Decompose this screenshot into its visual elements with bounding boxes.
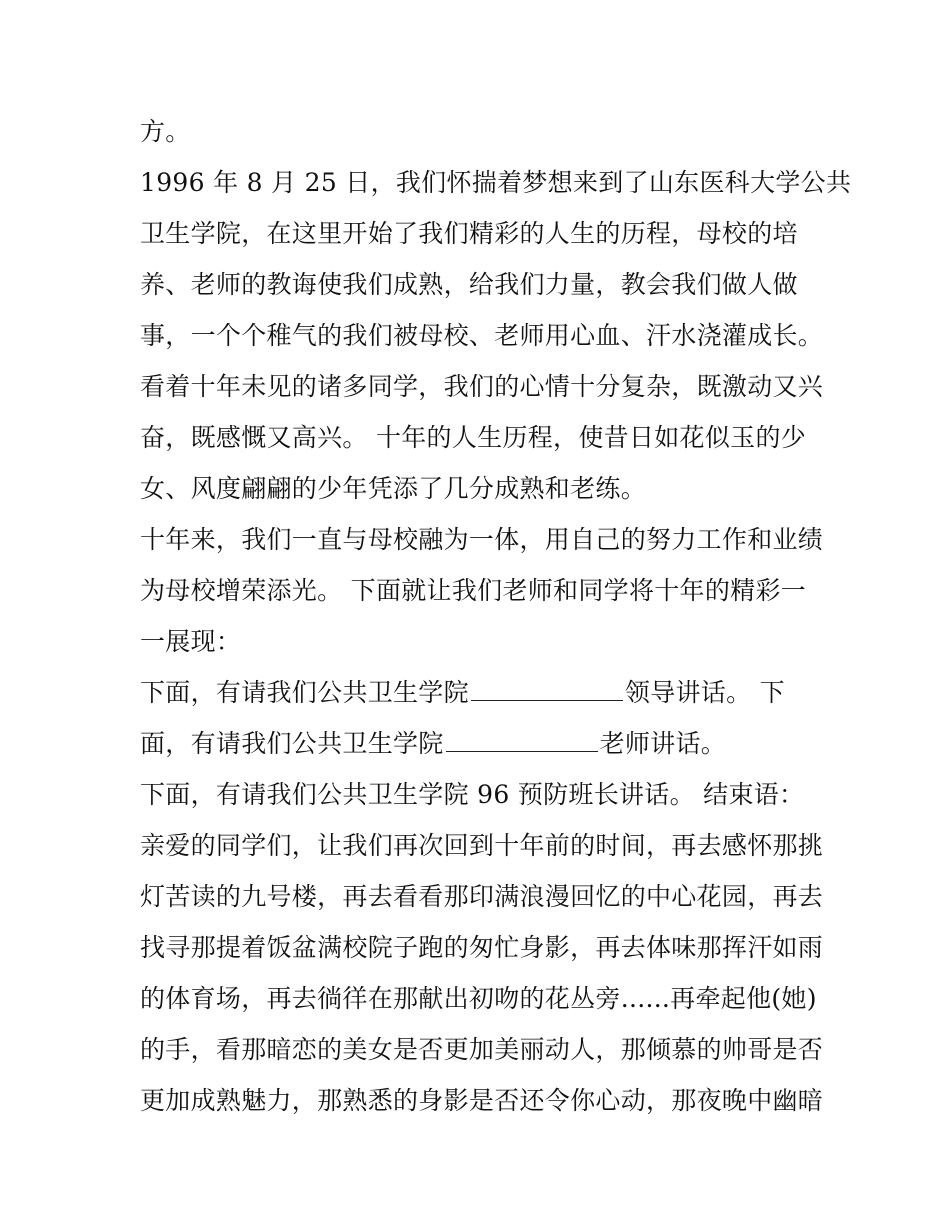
text-line: 一展现： <box>140 627 242 656</box>
text-line: 看着十年未见的诸多同学，我们的心情十分复杂，既激动又兴 <box>140 372 824 401</box>
fill-in-blank-leader <box>471 680 623 701</box>
text-line: 的手，看那暗恋的美女是否更加美丽动人，那倾慕的帅哥是否 <box>140 1035 824 1064</box>
text-line: 为母校增荣添光。 下面就让我们老师和同学将十年的精彩一 <box>140 576 807 605</box>
text-line: 奋，既感慨又高兴。 十年的人生历程，使昔日如花似玉的少 <box>140 423 807 452</box>
blank-line-prefix: 下面，有请我们公共卫生学院 <box>140 678 469 707</box>
text-line-with-blank <box>140 718 820 769</box>
text-line: 更加成熟魅力，那熟悉的身影是否还令你心动，那夜晚中幽暗 <box>140 1086 824 1115</box>
text-line-with-blank <box>140 667 820 718</box>
text-line: 1996 年 8 月 25 日，我们怀揣着梦想来到了山东医科大学公共 <box>140 168 852 197</box>
text-line: 十年来，我们一直与母校融为一体，用自己的努力工作和业绩 <box>140 525 824 554</box>
fill-in-blank-teacher <box>446 731 598 752</box>
text-line: 方。 <box>140 117 191 146</box>
blank-line-suffix: 老师讲话。 <box>599 729 727 758</box>
document-body <box>140 106 852 1126</box>
text-line: 卫生学院，在这里开始了我们精彩的人生的历程，母校的培 <box>140 219 798 248</box>
text-line: 事，一个个稚气的我们被母校、老师用心血、汗水浇灌成长。 <box>140 321 824 350</box>
text-line: 的体育场，再去徜徉在那献出初吻的花丛旁......再牵起他(她) <box>140 984 817 1013</box>
blank-line-prefix: 面，有请我们公共卫生学院 <box>140 729 444 758</box>
text-line: 女、风度翩翩的少年凭添了几分成熟和老练。 <box>140 474 647 503</box>
text-line: 灯苦读的九号楼，再去看看那印满浪漫回忆的中心花园，再去 <box>140 882 824 911</box>
text-line: 下面，有请我们公共卫生学院 96 预防班长讲话。 结束语： <box>140 780 805 809</box>
text-line: 养、老师的教诲使我们成熟，给我们力量，教会我们做人做 <box>140 270 798 299</box>
text-line: 亲爱的同学们，让我们再次回到十年前的时间，再去感怀那挑 <box>140 831 824 860</box>
blank-line-suffix: 领导讲话。 下 <box>624 678 785 707</box>
text-line: 找寻那提着饭盆满校院子跑的匆忙身影，再去体味那挥汗如雨 <box>140 933 824 962</box>
